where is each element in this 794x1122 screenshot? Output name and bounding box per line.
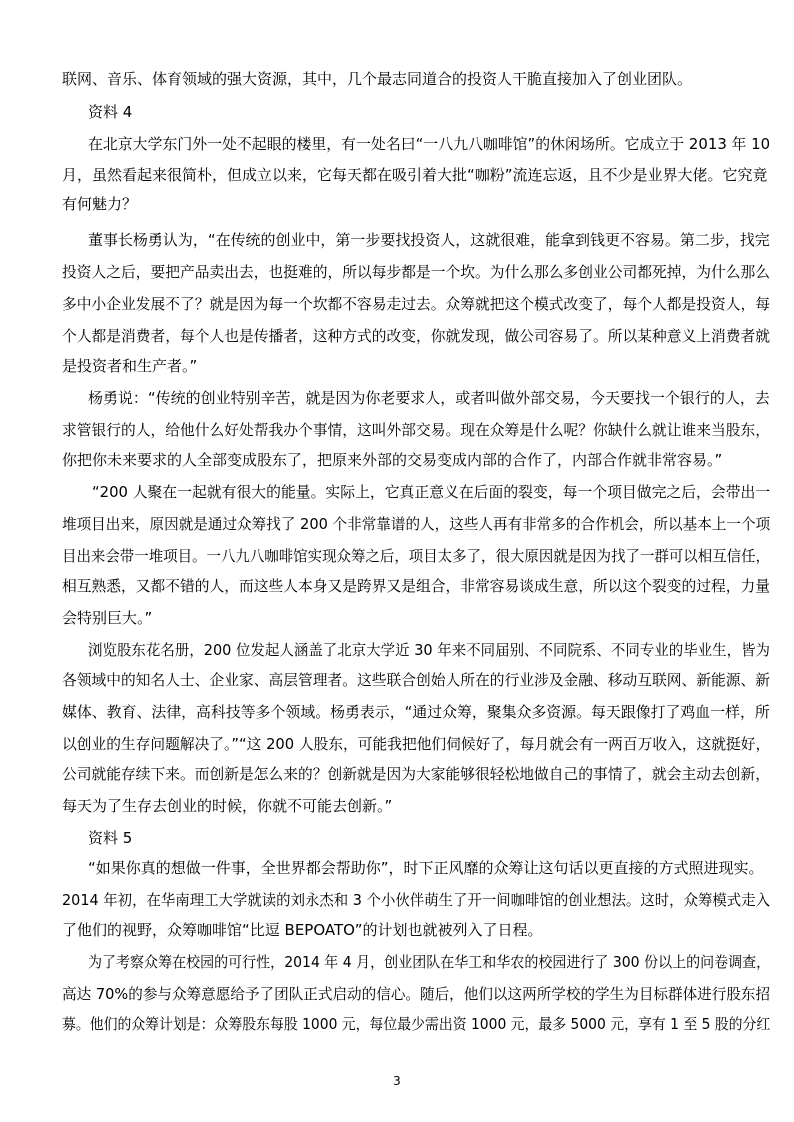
text-line: 求管银行的人，给他什么好处帮我办个事情，这叫外部交易。现在众筹是什么呢？你缺什么就让谁来当股东， [62, 421, 771, 439]
text-line: “如果你真的想做一件事，全世界都会帮助你”，时下正风靡的众筹让这句话以更直接的方式照进现实。 [88, 859, 764, 877]
text-line: 你把你未来要求的人全部变成股东了，把原来外部的交易变成内部的合作了，内部合作就非常容易。” [62, 451, 723, 469]
text-line: 高达 70%的参与众筹意愿给予了团队正式启动的信心。随后，他们以这两所学校的学生为目标群体进行股东招 [62, 985, 771, 1003]
text-line: 浏览股东花名册，200 位发起人涵盖了北京大学近 30 年来不同届别、不同院系、不同专业的毕业生，皆为 [88, 641, 771, 659]
text-line: 以创业的生存问题解决了。”“这 200 人股东，可能我把他们伺候好了，每月就会有一两百万收入，这就挺好， [62, 735, 771, 753]
text-line: 董事长杨勇认为，“在传统的创业中，第一步要找投资人，这就很难，能拿到钱更不容易。第二步，找完 [88, 231, 770, 249]
page-number: 3 [393, 1074, 401, 1088]
text-line: 各领域中的知名人士、企业家、高层管理者。这些联合创始人所在的行业涉及金融、移动互联网、新能源、新 [62, 671, 771, 689]
text-line: 相互熟悉，又都不错的人，而这些人本身又是跨界又是组合，非常容易谈成生意，所以这个裂变的过程，力量 [62, 577, 771, 595]
text-line: 每天为了生存去创业的时候，你就不可能去创新。” [62, 797, 393, 815]
text-line: 个人都是消费者，每个人也是传播者，这种方式的改变，你就发现，做公司容易了。所以某种意义上消费者就 [62, 327, 771, 345]
text-line: 了他们的视野，众筹咖啡馆“比逗 BEPOATO”的计划也就被列入了日程。 [62, 921, 543, 939]
text-line: “200 人聚在一起就有很大的能量。实际上，它真正意义在后面的裂变，每一个项目做完之后，会带出一 [92, 483, 771, 501]
text-line: 月，虽然看起来很简朴，但成立以来，它每天都在吸引着大批“咖粉”流连忘返，且不少是业界大佬。它究竟 [62, 166, 768, 184]
text-line: 杨勇说：“传统的创业特别辛苦，就是因为你老要求人，或者叫做外部交易，今天要找一个银行的人，去 [88, 389, 770, 407]
text-line: 是投资者和生产者。” [62, 357, 198, 375]
text-line: 媒体、教育、法律，高科技等多个领域。杨勇表示，“通过众筹，聚集众多资源。每天跟像打了鸡血一样，所 [62, 703, 770, 721]
text-line: 2014 年初，在华南理工大学就读的刘永杰和 3 个小伙伴萌生了开一间咖啡馆的创业想法。这时，众筹模式走入 [62, 891, 771, 909]
text-line: 募。他们的众筹计划是：众筹股东每股 1000 元，每位最少需出资 1000 元，最多 5000 元，享有 1 至 5 股的分红 [62, 1015, 771, 1033]
text-line: 为了考察众筹在校园的可行性，2014 年 4 月，创业团队在华工和华农的校园进行了 300 份以上的问卷调查， [88, 953, 771, 971]
section-heading: 资料 5 [88, 829, 133, 847]
text-line: 投资人之后，要把产品卖出去，也挺难的，所以每步都是一个坎。为什么那么多创业公司都死掉，为什么那么 [62, 263, 771, 281]
text-line: 在北京大学东门外一处不起眼的楼里，有一处名曰“一八九八咖啡馆”的休闲场所。它成立于 2013 年 10 [88, 135, 771, 153]
text-line: 有何魅力？ [62, 195, 138, 213]
text-line: 会特别巨大。” [62, 609, 153, 627]
text-line: 联网、音乐、体育领域的强大资源，其中，几个最志同道合的投资人干脆直接加入了创业团队。 [62, 70, 693, 88]
text-line: 多中小企业发展不了？就是因为每一个坎都不容易走过去。众筹就把这个模式改变了，每个人都是投资人，每 [62, 295, 771, 313]
text-line: 公司就能存续下来。而创新是怎么来的？创新就是因为大家能够很轻松地做自己的事情了，就会主动去创新， [62, 765, 771, 783]
text-line: 堆项目出来，原因就是通过众筹找了 200 个非常靠谱的人，这些人再有非常多的合作机会，所以基本上一个项 [62, 515, 771, 533]
section-heading: 资料 4 [88, 103, 133, 121]
text-line: 目出来会带一堆项目。一八九八咖啡馆实现众筹之后，项目太多了，很大原因就是因为找了一群可以相互信任， [62, 547, 771, 565]
